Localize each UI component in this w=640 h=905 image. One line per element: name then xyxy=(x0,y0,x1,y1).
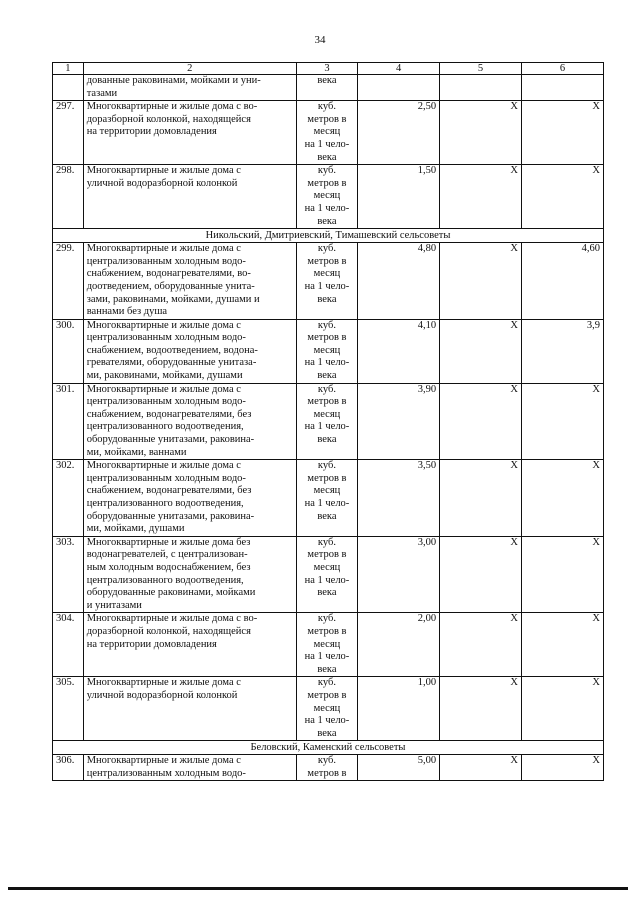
row-number: 297. xyxy=(53,101,84,165)
row-value-6 xyxy=(522,75,604,101)
row-value-5: X xyxy=(440,165,522,229)
row-unit: куб. метров в месяц на 1 чело- века xyxy=(296,243,357,320)
section-heading: Беловский, Каменский сельсоветы xyxy=(53,741,604,755)
row-number: 302. xyxy=(53,460,84,537)
row-value-4: 3,90 xyxy=(358,383,440,460)
continuation-row xyxy=(53,75,604,101)
row-value-5: X xyxy=(440,536,522,613)
row-description: Многоквартирные и жилые дома без водонагревателей, с централизован- ным холодным водоснабжением, без централизованного водоотведения, оборудованные раковинами, мойками и унитазами xyxy=(83,536,296,613)
row-value-4 xyxy=(358,75,440,101)
row-number: 303. xyxy=(53,536,84,613)
row-description: Многоквартирные и жилые дома с уличной водоразборной колонкой xyxy=(83,165,296,229)
section-heading: Никольский, Дмитриевский, Тимашевский сельсоветы xyxy=(53,229,604,243)
row-value-4: 5,00 xyxy=(358,755,440,781)
table-row xyxy=(53,536,604,613)
row-value-6: 4,60 xyxy=(522,243,604,320)
row-value-5: X xyxy=(440,101,522,165)
row-value-4: 3,00 xyxy=(358,536,440,613)
row-unit: куб. метров в месяц на 1 чело- века xyxy=(296,101,357,165)
row-value-6: 3,9 xyxy=(522,319,604,383)
row-description: Многоквартирные и жилые дома с во- доразборной колонкой, находящейся на территории домовладения xyxy=(83,613,296,677)
row-value-6: X xyxy=(522,165,604,229)
table-body xyxy=(53,75,604,781)
row-value-6: X xyxy=(522,536,604,613)
row-value-5 xyxy=(440,75,522,101)
row-unit: куб. метров в месяц на 1 чело- века xyxy=(296,319,357,383)
row-number: 306. xyxy=(53,755,84,781)
row-unit: куб. метров в месяц на 1 чело- века xyxy=(296,383,357,460)
row-value-4: 3,50 xyxy=(358,460,440,537)
row-unit: куб. метров в месяц на 1 чело- века xyxy=(296,536,357,613)
section-heading-row xyxy=(53,229,604,243)
section-heading-row xyxy=(53,741,604,755)
column-header: 1 xyxy=(53,63,84,75)
row-description: Многоквартирные и жилые дома с во- доразборной колонкой, находящейся на территории домовладения xyxy=(83,101,296,165)
column-header: 6 xyxy=(522,63,604,75)
table-row xyxy=(53,613,604,677)
table-row xyxy=(53,755,604,781)
tariff-table xyxy=(52,62,604,781)
row-number: 305. xyxy=(53,677,84,741)
row-value-5: X xyxy=(440,755,522,781)
row-description: Многоквартирные и жилые дома с централизованным холодным водо- снабжением, водоотведением, водона- гревателями, оборудованные унитаза- ми, раковинами, мойками, душами xyxy=(83,319,296,383)
row-number: 301. xyxy=(53,383,84,460)
row-value-4: 4,10 xyxy=(358,319,440,383)
row-unit: века xyxy=(296,75,357,101)
row-value-6: X xyxy=(522,101,604,165)
row-number: 298. xyxy=(53,165,84,229)
table-row xyxy=(53,677,604,741)
column-header: 5 xyxy=(440,63,522,75)
row-value-4: 2,00 xyxy=(358,613,440,677)
row-description: дованные раковинами, мойками и уни- тазами xyxy=(83,75,296,101)
row-value-6: X xyxy=(522,383,604,460)
row-description: Многоквартирные и жилые дома с централизованным холодным водо- снабжением, водонагревателями, без централизованного водоотведения, оборудованные унитазами, раковина- ми, мойками, душами xyxy=(83,460,296,537)
row-description: Многоквартирные и жилые дома с централизованным холодным водо- xyxy=(83,755,296,781)
row-value-6: X xyxy=(522,755,604,781)
row-unit: куб. метров в xyxy=(296,755,357,781)
column-header: 3 xyxy=(296,63,357,75)
row-value-4: 1,50 xyxy=(358,165,440,229)
page-number: 34 xyxy=(314,34,326,46)
row-value-5: X xyxy=(440,460,522,537)
column-header: 4 xyxy=(358,63,440,75)
row-value-4: 1,00 xyxy=(358,677,440,741)
row-value-5: X xyxy=(440,383,522,460)
row-value-5: X xyxy=(440,677,522,741)
row-value-4: 4,80 xyxy=(358,243,440,320)
row-value-5: X xyxy=(440,613,522,677)
row-unit: куб. метров в месяц на 1 чело- века xyxy=(296,613,357,677)
row-unit: куб. метров в месяц на 1 чело- века xyxy=(296,677,357,741)
bottom-rule xyxy=(8,887,628,890)
row-unit: куб. метров в месяц на 1 чело- века xyxy=(296,460,357,537)
table-row xyxy=(53,319,604,383)
column-header: 2 xyxy=(83,63,296,75)
row-value-4: 2,50 xyxy=(358,101,440,165)
row-value-5: X xyxy=(440,243,522,320)
row-value-5: X xyxy=(440,319,522,383)
table-row xyxy=(53,101,604,165)
row-value-6: X xyxy=(522,460,604,537)
row-number: 304. xyxy=(53,613,84,677)
row-number: 299. xyxy=(53,243,84,320)
table-row xyxy=(53,243,604,320)
table-row xyxy=(53,460,604,537)
row-description: Многоквартирные и жилые дома с централизованным холодным водо- снабжением, водонагревателями, без централизованного водоотведения, оборудованные унитазами, раковина- ми, мойками, ваннами xyxy=(83,383,296,460)
row-value-6: X xyxy=(522,677,604,741)
row-description: Многоквартирные и жилые дома с уличной водоразборной колонкой xyxy=(83,677,296,741)
table-row xyxy=(53,383,604,460)
row-value-6: X xyxy=(522,613,604,677)
row-number: 300. xyxy=(53,319,84,383)
row-number-cell xyxy=(53,75,84,101)
row-unit: куб. метров в месяц на 1 чело- века xyxy=(296,165,357,229)
column-header-row xyxy=(53,63,604,75)
table-row xyxy=(53,165,604,229)
row-description: Многоквартирные и жилые дома с централизованным холодным водо- снабжением, водонагревателями, во- доотведением, оборудованные унита- зами, раковинами, мойками, душами и ваннами без душа xyxy=(83,243,296,320)
